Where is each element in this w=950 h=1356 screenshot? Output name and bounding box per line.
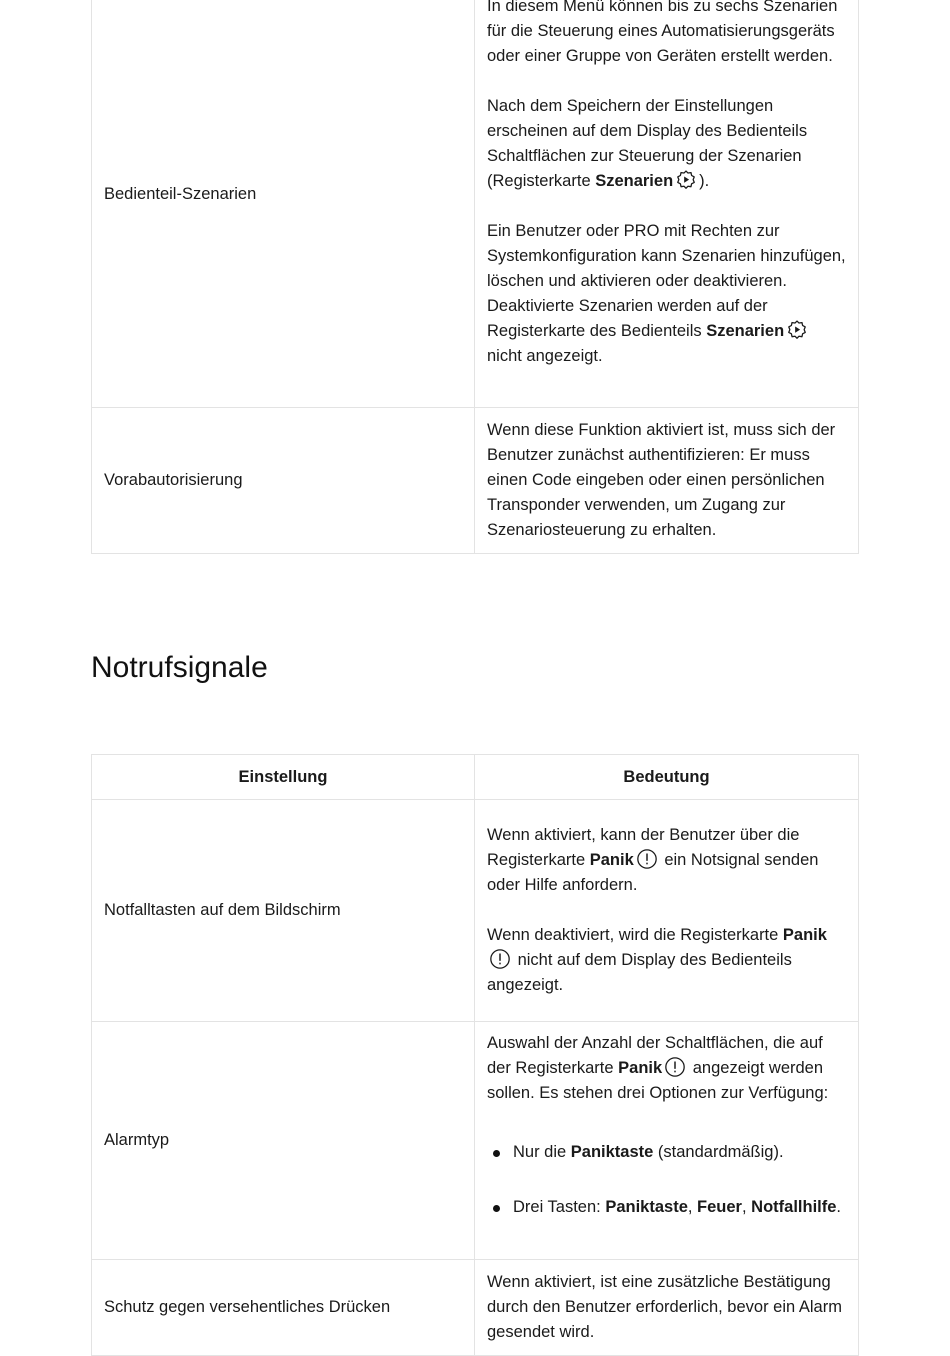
setting-cell: Alarmtyp bbox=[92, 1022, 475, 1260]
paragraph: Nach dem Speichern der Einstellungen erscheinen auf dem Display des Bedienteils Schaltflächen zur Steuerung der Szenarien (Registerkarte Szenarien ). bbox=[487, 97, 808, 190]
section-title: Notrufsignale bbox=[91, 651, 268, 684]
meaning-cell bbox=[475, 1022, 859, 1260]
alarm-type-options bbox=[487, 1140, 846, 1220]
meaning-cell bbox=[475, 1260, 859, 1356]
paragraph: Ein Benutzer oder PRO mit Rechten zur Systemkonfiguration kann Szenarien hinzufügen, löschen und aktivieren oder deaktivieren. Deaktivierte Szenarien werden auf der Registerkarte des Bedienteils Szenarien nicht angezeigt. bbox=[487, 222, 846, 365]
column-header-setting: Einstellung bbox=[92, 755, 475, 800]
meaning-cell bbox=[475, 0, 859, 408]
paragraph: Auswahl der Anzahl der Schaltflächen, die auf der Registerkarte Panik angezeigt werden sollen. Es stehen drei Optionen zur Verfügung: bbox=[487, 1034, 829, 1102]
panic-exclamation-icon bbox=[489, 948, 511, 970]
paragraph: Wenn aktiviert, ist eine zusätzliche Bestätigung durch den Benutzer erforderlich, bevor ein Alarm gesendet wird. bbox=[487, 1273, 842, 1341]
scenario-play-icon bbox=[675, 169, 697, 191]
scenario-play-icon bbox=[786, 319, 808, 341]
meaning-cell bbox=[475, 800, 859, 1022]
table-row bbox=[92, 408, 859, 554]
scenario-settings-table bbox=[91, 0, 859, 554]
setting-cell: Schutz gegen versehentliches Drücken bbox=[92, 1260, 475, 1356]
meaning-cell bbox=[475, 408, 859, 554]
setting-cell: Notfalltasten auf dem Bildschirm bbox=[92, 800, 475, 1022]
setting-cell: Bedienteil-Szenarien bbox=[92, 0, 475, 408]
paragraph: Wenn diese Funktion aktiviert ist, muss sich der Benutzer zunächst authentifizieren: Er muss einen Code eingeben oder einen persönlichen Transponder verwenden, um Zugang zur Szenariosteuerung zu erhalten. bbox=[487, 421, 836, 539]
column-header-meaning: Bedeutung bbox=[475, 755, 859, 800]
paragraph: In diesem Menü können bis zu sechs Szenarien für die Steuerung eines Automatisierungsgeräts oder einer Gruppe von Geräten erstellt werden. bbox=[487, 0, 838, 65]
list-item: Nur die Paniktaste (standardmäßig). bbox=[487, 1140, 846, 1165]
table-row bbox=[92, 800, 859, 1022]
paragraph: Wenn deaktiviert, wird die Registerkarte Panik nicht auf dem Display des Bedienteils angezeigt. bbox=[487, 926, 827, 994]
emergency-signals-table bbox=[91, 754, 859, 1356]
panic-exclamation-icon bbox=[636, 848, 658, 870]
table-header-row bbox=[92, 755, 859, 800]
table-row bbox=[92, 1022, 859, 1260]
list-item: Drei Tasten: Paniktaste, Feuer, Notfallhilfe. bbox=[487, 1195, 846, 1220]
paragraph: Wenn aktiviert, kann der Benutzer über die Registerkarte Panik ein Notsignal senden oder Hilfe anfordern. bbox=[487, 826, 819, 894]
setting-cell: Vorabautorisierung bbox=[92, 408, 475, 554]
panic-exclamation-icon bbox=[664, 1056, 686, 1078]
table-row bbox=[92, 1260, 859, 1356]
table-row bbox=[92, 0, 859, 408]
